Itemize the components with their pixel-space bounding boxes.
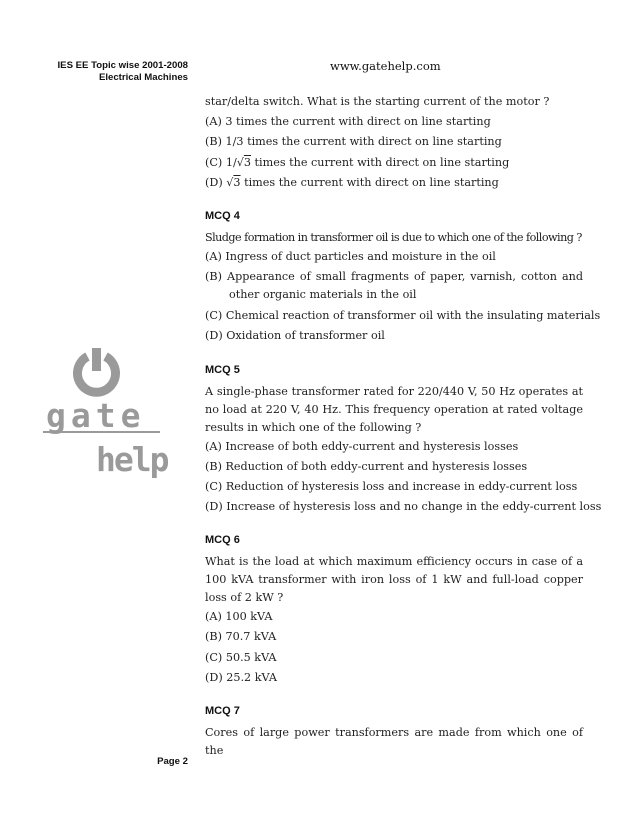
mcq6-option-c: (C) 50.5 kVA [205,650,277,664]
mcq7-heading: MCQ 7 [205,705,240,717]
mcq5-option-c: (C) Reduction of hysteresis loss and increase in eddy-current loss [205,479,578,493]
q3-option-c-radicand: 3 [243,155,251,169]
q3-option-b: (B) 1/3 times the current with direct on line starting [205,135,502,149]
header-topic-line2: Electrical Machines [98,72,188,83]
header-topic [40,60,188,84]
mcq6-heading: MCQ 6 [205,534,240,547]
mcq4-option-a: (A) Ingress of duct particles and moisture in the oil [205,249,496,263]
mcq6-option-b: (B) 70.7 kVA [205,630,277,644]
q3-option-c [205,153,583,173]
mcq6-option-d: (D) 25.2 kVA [205,670,277,684]
mcq6-option-a: (A) 100 kVA [205,610,273,624]
mcq4-option-c: (C) Chemical reaction of transformer oil with the insulating materials [205,309,601,323]
sqrt-symbol: √3 [236,155,251,169]
q3-option-c-suffix: times the current with direct on line starting [251,155,510,169]
question-content [205,92,602,760]
mcq4-heading: MCQ 4 [205,209,240,222]
q3-option-d [205,173,583,193]
q3-option-a: (A) 3 times the current with direct on line starting [205,115,491,129]
q3-option-d-suffix: times the current with direct on line starting [240,175,499,189]
gatehelp-logo [46,345,168,479]
q3-option-d-radicand: 3 [233,175,241,189]
mcq4-question: Sludge formation in transformer oil is due to which one of the following ? [205,230,582,244]
mcq5-option-d: (D) Increase of hysteresis loss and no change in the eddy-current loss [205,500,602,514]
power-icon [78,348,116,392]
header-url: www.gatehelp.com [330,59,441,73]
mcq5-option-a: (A) Increase of both eddy-current and hysteresis losses [205,439,519,453]
mcq4-option-b: (B) Appearance of small fragments of paper, varnish, cotton and other organic materials in the oil [205,270,583,302]
q3-option-d-prefix: (D) [205,175,227,189]
q3-option-c-prefix: (C) 1/ [205,155,237,169]
mcq5-option-b: (B) Reduction of both eddy-current and hysteresis losses [205,459,528,473]
q3-continuation: star/delta switch. What is the starting current of the motor ? [205,95,550,108]
mcq4-option-d: (D) Oxidation of transformer oil [205,329,385,343]
mcq5-question: A single-phase transformer rated for 220/440 V, 50 Hz operates at no load at 220 V, 40 Hz. This frequency operation at rated voltage results in which one of the following ? [205,384,583,434]
logo-text-help: help [96,440,168,479]
mcq5-heading: MCQ 5 [205,363,240,376]
header-topic-line1: IES EE Topic wise 2001-2008 [57,60,188,71]
mcq6-question: What is the load at which maximum efficiency occurs in case of a 100 kVA transformer with iron loss of 1 kW and full-load copper loss of 2 kW ? [205,555,583,605]
mcq7-question: Cores of large power transformers are made from which one of the [205,726,583,757]
page-number: Page 2 [157,756,188,767]
logo-text-gate: gate [46,396,146,435]
sqrt-symbol: √3 [226,175,241,189]
